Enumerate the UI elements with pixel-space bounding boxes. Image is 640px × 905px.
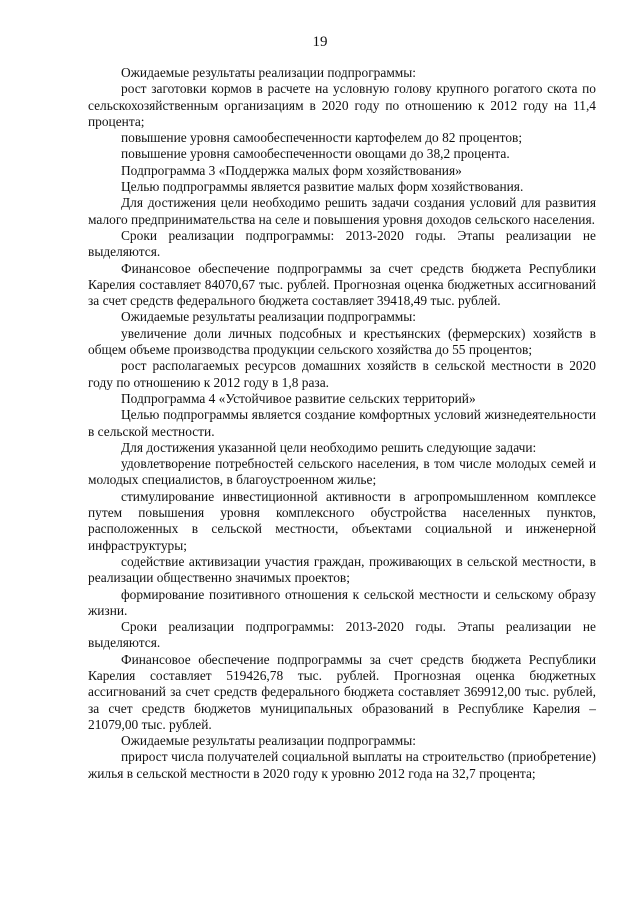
paragraph: рост заготовки кормов в расчете на условную голову крупного рогатого скота по сельскохозяйственным организациям в 2020 году по отношению к 2012 году на 11,4 процента; — [88, 81, 596, 129]
paragraph: Финансовое обеспечение подпрограммы за счет средств бюджета Республики Карелия составляет 519426,78 тыс. рублей. Прогнозная оценка бюджетных ассигнований за счет средств федерального бюджета составляет 369912,00 тыс. рублей, за счет средств бюджетов муниципальных образований в Республике Карелия – 21079,00 тыс. рублей. — [88, 651, 596, 732]
paragraph: Ожидаемые результаты реализации подпрограммы: — [121, 309, 416, 325]
paragraph: рост располагаемых ресурсов домашних хозяйств в сельской местности в 2020 году по отношению к 2012 году в 1,8 раза. — [88, 358, 596, 390]
paragraph: Для достижения цели необходимо решить задачи создания условий для развития малого предпринимательства на селе и повышения уровня доходов сельского населения. — [88, 195, 596, 227]
paragraph: формирование позитивного отношения к сельской местности и сельскому образу жизни. — [88, 586, 596, 618]
subprogram-heading: Подпрограмма 4 «Устойчивое развитие сельских территорий» — [121, 390, 476, 406]
paragraph: Финансовое обеспечение подпрограммы за счет средств бюджета Республики Карелия составляет 84070,67 тыс. рублей. Прогнозная оценка бюджетных ассигнований за счет средств федерального бюджета составляет 39418,49 тыс. рублей. — [88, 260, 596, 309]
page-number: 19 — [312, 34, 328, 50]
paragraph: Ожидаемые результаты реализации подпрограммы: — [121, 65, 416, 80]
paragraph: Сроки реализации подпрограммы: 2013-2020 годы. Этапы реализации не выделяются. — [88, 619, 596, 651]
paragraph: повышение уровня самообеспеченности картофелем до 82 процентов; — [121, 130, 523, 146]
paragraph: содействие активизации участия граждан, проживающих в сельской местности, в реализации общественно значимых проектов; — [88, 553, 596, 586]
document-body — [88, 65, 596, 782]
paragraph: Целью подпрограммы является создание комфортных условий жизнедеятельности в сельской местности. — [88, 407, 596, 439]
paragraph: стимулирование инвестиционной активности в агропромышленном комплексе путем повышения уровня комплексного обустройства населенных пунктов, расположенных в сельской местности, объектами социальной и инженерной инфраструктуры; — [88, 488, 596, 553]
paragraph: повышение уровня самообеспеченности овощами до 38,2 процента. — [121, 146, 510, 162]
paragraph: Ожидаемые результаты реализации подпрограммы: — [121, 733, 416, 749]
paragraph: Целью подпрограммы является развитие малых форм хозяйствования. — [121, 179, 524, 195]
paragraph: увеличение доли личных подсобных и крестьянских (фермерских) хозяйств в общем объеме производства продукции сельского хозяйства до 55 процентов; — [88, 325, 596, 358]
paragraph: Сроки реализации подпрограммы: 2013-2020 годы. Этапы реализации не выделяются. — [88, 227, 596, 260]
subprogram-heading: Подпрограмма 3 «Поддержка малых форм хозяйствования» — [121, 162, 462, 178]
paragraph: Для достижения указанной цели необходимо решить следующие задачи: — [121, 439, 537, 455]
paragraph: удовлетворение потребностей сельского населения, в том числе молодых семей и молодых специалистов, в благоустроенном жилье; — [88, 456, 596, 488]
paragraph: прирост числа получателей социальной выплаты на строительство (приобретение) жилья в сельской местности в 2020 году к уровню 2012 года на 32,7 процента; — [88, 749, 596, 781]
